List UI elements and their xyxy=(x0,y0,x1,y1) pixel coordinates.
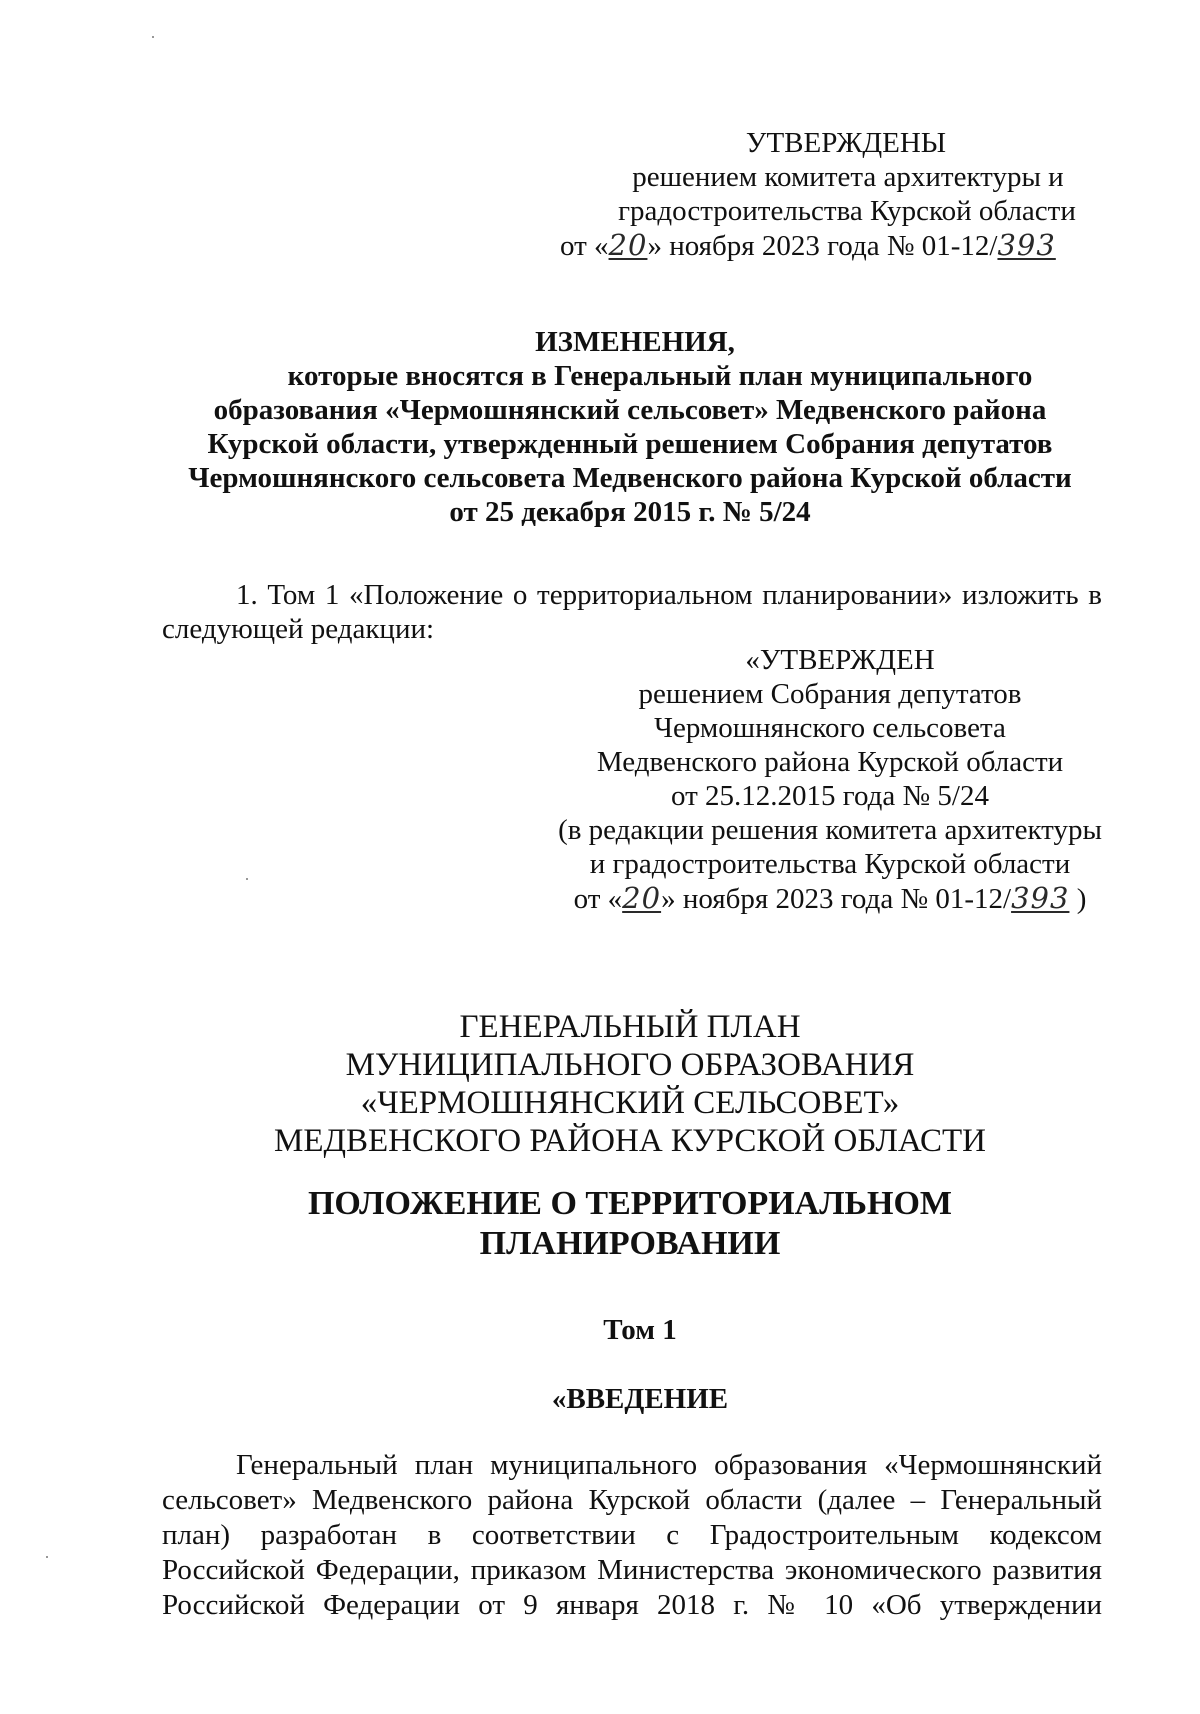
document-subtitle: ПОЛОЖЕНИЕ О ТЕРРИТОРИАЛЬНОМ ПЛАНИРОВАНИИ xyxy=(307,1185,953,1262)
approval-title: УТВЕРЖДЕНЫ xyxy=(745,127,947,159)
changes-heading xyxy=(160,325,1100,529)
approval-title: «УТВЕРЖДЕН xyxy=(745,644,935,676)
approval-line: и градостроительства Курской области xyxy=(589,848,1071,880)
volume-label: Том 1 xyxy=(603,1314,677,1346)
approval-line: решением Собрания депутатов xyxy=(638,678,1022,710)
section-heading: «ВВЕДЕНИЕ xyxy=(551,1383,729,1415)
paragraph-line: Российской Федерации, приказом Министерства экономического развития xyxy=(162,1554,1102,1586)
changes-subtitle-line: Чермошнянского сельсовета Медвенского района Курской области xyxy=(188,462,1072,494)
intro-paragraph xyxy=(162,1448,1102,1623)
paragraph-line: следующей редакции: xyxy=(162,613,435,645)
plan-title-line: «ЧЕРМОШНЯНСКИЙ СЕЛЬСОВЕТ» xyxy=(360,1085,900,1121)
changes-subtitle-line: от 25 декабря 2015 г. № 5/24 xyxy=(449,496,811,528)
scan-speck xyxy=(46,1556,48,1558)
scan-speck xyxy=(246,878,248,880)
handwritten-number: 393 xyxy=(997,228,1056,262)
changes-title: ИЗМЕНЕНИЯ, xyxy=(535,326,735,358)
paragraph-line: сельсовет» Медвенского района Курской области (далее – Генеральный xyxy=(162,1484,1102,1516)
date-middle: » ноября 2023 года № 01-12/ xyxy=(647,230,998,262)
approval-date-line xyxy=(560,228,1120,263)
handwritten-number: 393 xyxy=(1011,881,1070,915)
approval-line: Чермошнянского сельсовета xyxy=(654,712,1006,744)
plan-title-line: МУНИЦИПАЛЬНОГО ОБРАЗОВАНИЯ xyxy=(345,1047,915,1083)
date-suffix: ) xyxy=(1069,883,1087,915)
item-1-paragraph xyxy=(162,578,1102,646)
approval-line: градостроительства Курской области xyxy=(618,195,1076,227)
date-prefix: от « xyxy=(560,230,609,262)
handwritten-day: 20 xyxy=(622,881,662,915)
handwritten-day: 20 xyxy=(608,228,648,262)
approval-stamp-embedded xyxy=(540,643,1120,916)
scan-speck xyxy=(152,36,154,38)
paragraph-line: Генеральный план муниципального образования «Чермошнянский xyxy=(236,1449,1102,1481)
approval-line: решением комитета архитектуры и xyxy=(632,161,1064,193)
changes-subtitle-line: образования «Чермошнянский сельсовет» Медвенского района xyxy=(213,394,1047,426)
date-middle: » ноября 2023 года № 01-12/ xyxy=(661,883,1012,915)
approval-line: Медвенского района Курской области xyxy=(596,746,1064,778)
approval-line: от 25.12.2015 года № 5/24 xyxy=(671,780,989,812)
plan-title-line: ГЕНЕРАЛЬНЫЙ ПЛАН xyxy=(459,1009,801,1045)
plan-title-line: МЕДВЕНСКОГО РАЙОНА КУРСКОЙ ОБЛАСТИ xyxy=(273,1123,987,1159)
approval-date-line xyxy=(540,881,1120,916)
changes-subtitle-line: которые вносятся в Генеральный план муниципального xyxy=(287,360,1033,392)
plan-title xyxy=(160,1008,1100,1160)
approval-line: (в редакции решения комитета архитектуры xyxy=(558,814,1102,846)
approval-stamp-top xyxy=(560,126,1120,263)
changes-subtitle-line: Курской области, утвержденный решением Собрания депутатов xyxy=(207,428,1053,460)
paragraph-line: Российской Федерации от 9 января 2018 г. № 10 «Об утверждении xyxy=(162,1589,1102,1621)
date-prefix: от « xyxy=(573,883,623,915)
paragraph-line: 1. Том 1 «Положение о территориальном планировании» изложить в xyxy=(236,579,1102,611)
paragraph-line: план) разработан в соответствии с Градостроительным кодексом xyxy=(162,1519,1102,1551)
